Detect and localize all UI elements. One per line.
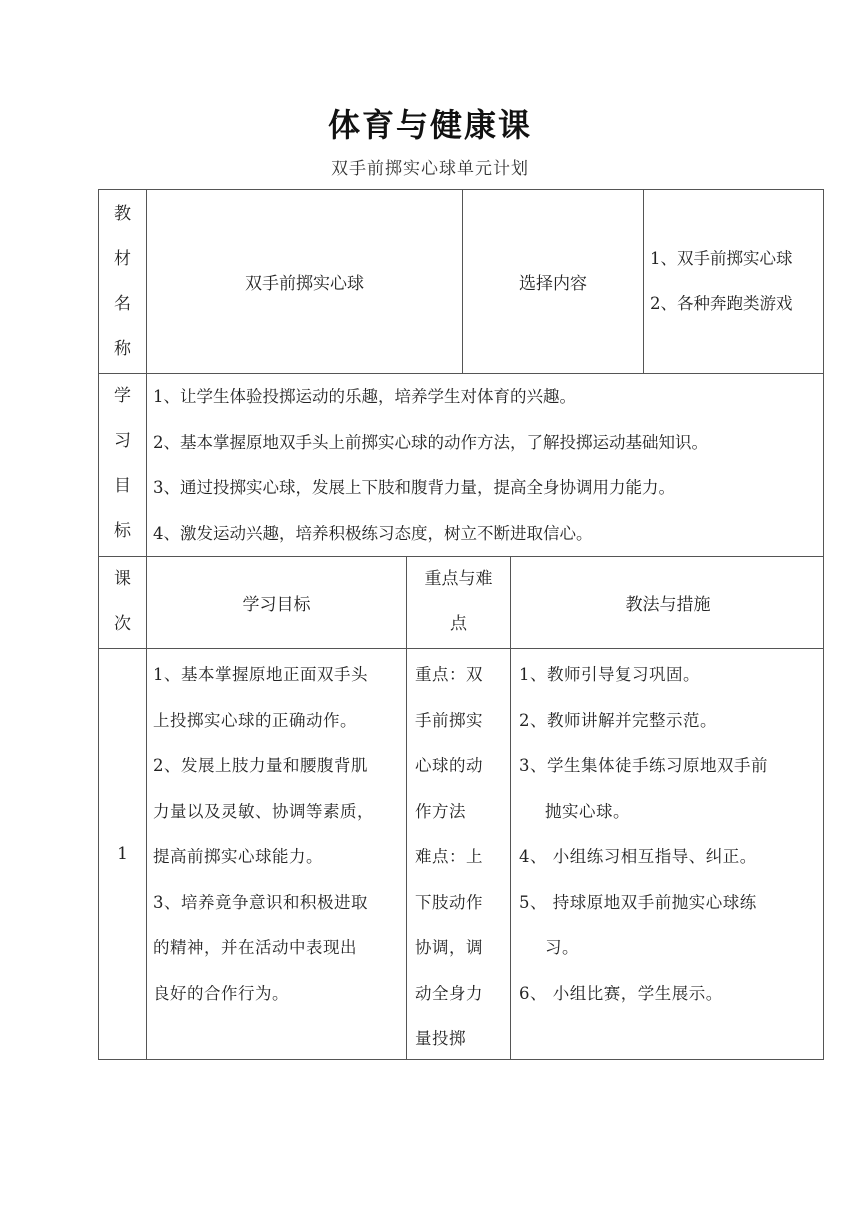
select-content-label <box>462 190 643 373</box>
objective-item: 3、通过投掷实心球，发展上下肢和腹背力量，提高全身协调用力能力。 <box>153 478 675 497</box>
focus-line: 心球的动 <box>415 756 483 775</box>
lesson-number <box>99 649 146 1059</box>
method-column-header-text: 教法与措施 <box>625 595 711 615</box>
goal-line: 良好的合作行为。 <box>153 983 289 1003</box>
focus-line: 量投掷 <box>415 1029 466 1048</box>
focus-line: 协调，调 <box>415 938 483 957</box>
material-name-text: 双手前掷实心球 <box>245 274 364 294</box>
lesson-number-label <box>99 557 146 648</box>
label-char: 目 <box>114 476 131 496</box>
method-line: 抛实心球。 <box>545 801 630 821</box>
goal-line: 3、培养竟争意识和积极进取 <box>153 892 368 912</box>
focus-header-line: 重点与难 <box>424 569 493 589</box>
material-name <box>146 190 462 373</box>
method-line: 2、教师讲解并完整示范。 <box>519 710 717 730</box>
method-line: 5、 持球原地双手前抛实心球练 <box>519 892 757 912</box>
goal-line: 1、基本掌握原地正面双手头 <box>153 665 368 684</box>
objective-item: 4、激发运动兴趣，培养积极练习态度，树立不断进取信心。 <box>153 523 593 543</box>
objectives-label <box>99 374 146 556</box>
lesson-focus <box>406 649 510 1059</box>
objectives-list <box>146 374 825 556</box>
focus-line: 重点：双 <box>415 665 483 684</box>
label-char: 次 <box>114 614 131 634</box>
focus-line: 难点：上 <box>415 847 483 866</box>
select-item: 2、各种奔跑类游戏 <box>650 294 793 313</box>
goal-line: 2、发展上肢力量和腰腹背肌 <box>153 756 368 775</box>
method-line: 3、学生集体徒手练习原地双手前 <box>519 756 768 775</box>
focus-line: 作方法 <box>415 801 466 821</box>
goal-column-header-text: 学习目标 <box>242 595 311 615</box>
label-char: 学 <box>114 386 131 406</box>
document-subtitle: 双手前掷实心球单元计划 <box>331 159 529 179</box>
columns-header-row <box>98 557 824 649</box>
method-line: 1、教师引导复习巩固。 <box>519 665 700 684</box>
label-char: 课 <box>114 569 131 589</box>
goal-line: 上投掷实心球的正确动作。 <box>153 710 357 730</box>
label-char: 名 <box>114 294 131 314</box>
objectives-row <box>98 374 824 557</box>
lesson-row <box>98 649 824 1060</box>
method-line: 习。 <box>545 938 579 957</box>
goal-column-header <box>146 557 406 648</box>
goal-line: 力量以及灵敏、协调等素质， <box>153 801 374 821</box>
label-char: 材 <box>114 249 131 269</box>
method-line: 6、 小组比赛，学生展示。 <box>519 983 723 1003</box>
label-char: 称 <box>114 339 131 359</box>
focus-header-line: 点 <box>450 614 467 634</box>
select-content-items <box>643 190 825 373</box>
select-content-label-text: 选择内容 <box>519 274 587 294</box>
label-char: 习 <box>114 431 131 451</box>
method-line: 4、 小组练习相互指导、纠正。 <box>519 847 757 866</box>
material-row <box>98 189 824 374</box>
label-char: 教 <box>114 204 131 224</box>
goal-line: 的精神，并在活动中表现出 <box>153 938 357 957</box>
document-title: 体育与健康课 <box>327 106 532 144</box>
focus-line: 动全身力 <box>415 983 483 1003</box>
focus-line: 下肢动作 <box>415 892 483 912</box>
objective-item: 2、基本掌握原地双手头上前掷实心球的动作方法，了解投掷运动基础知识。 <box>153 432 708 452</box>
focus-line: 手前掷实 <box>415 710 483 730</box>
material-label <box>99 190 146 373</box>
objective-item: 1、让学生体验投掷运动的乐趣，培养学生对体育的兴趣。 <box>153 387 576 406</box>
lesson-methods <box>510 649 825 1059</box>
lesson-number-text: 1 <box>117 844 128 864</box>
lesson-goals <box>146 649 406 1059</box>
unit-plan-table <box>98 189 824 1060</box>
label-char: 标 <box>114 521 131 541</box>
focus-column-header <box>406 557 510 648</box>
method-column-header <box>510 557 825 648</box>
select-item: 1、双手前掷实心球 <box>650 249 793 268</box>
goal-line: 提高前掷实心球能力。 <box>153 847 323 866</box>
